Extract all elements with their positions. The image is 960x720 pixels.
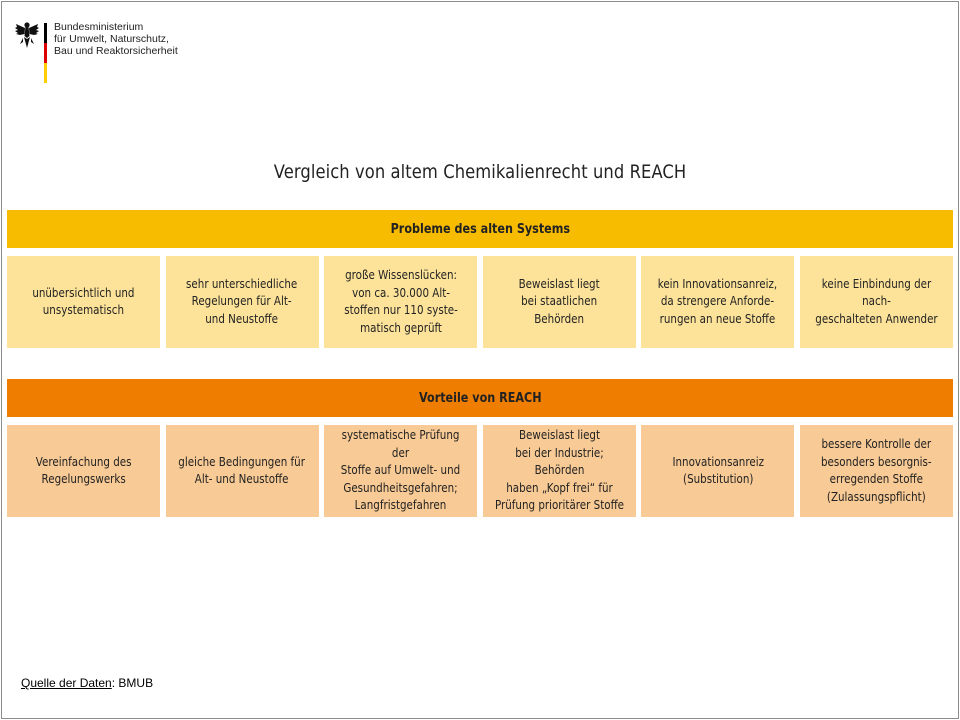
problems-heading — [7, 210, 953, 248]
ministry-name-line2: für Umwelt, Naturschutz, — [54, 33, 169, 45]
advantage-text: Innovationsanreiz (Substitution) — [672, 454, 764, 486]
advantage-cell — [800, 425, 953, 517]
advantage-text: gleiche Bedingungen für Alt- und Neustoffe — [178, 454, 306, 486]
problem-text: große Wissenslücken: von ca. 30.000 Alt- stoffen nur 110 syste- matisch geprüft — [343, 268, 458, 335]
advantage-text: Vereinfachung des Regelungswerks — [35, 454, 132, 486]
problem-cell — [7, 256, 160, 348]
advantages-heading — [7, 379, 953, 417]
federal-eagle-icon — [14, 20, 40, 50]
ministry-logo — [14, 20, 178, 84]
advantage-cell — [324, 425, 477, 517]
problem-cell — [166, 256, 319, 348]
problem-text: unübersichtlich und unsystematisch — [32, 285, 135, 317]
advantage-cell — [7, 425, 160, 517]
german-flag-stripe — [44, 23, 47, 83]
advantages-heading-text: Vorteile von REACH — [418, 390, 542, 406]
problem-text: sehr unterschiedliche Regelungen für Alt- und Neustoffe — [186, 276, 298, 326]
problem-cell — [324, 256, 477, 348]
problem-text: Beweislast liegt bei staatlichen Behörden — [518, 276, 600, 326]
problems-heading-text: Probleme des alten Systems — [390, 221, 570, 237]
problem-cell — [483, 256, 636, 348]
data-source-value: BMUB — [118, 676, 154, 690]
problem-text: kein Innovationsanreiz, da strengere Anforde- rungen an neue Stoffe — [658, 276, 778, 326]
problems-row — [7, 256, 953, 348]
advantage-text: systematische Prüfung der Stoffe auf Umwelt- und Gesundheitsgefahren; Langfristgefahren — [340, 428, 461, 513]
advantages-row — [7, 425, 953, 517]
advantage-cell — [166, 425, 319, 517]
advantage-cell — [483, 425, 636, 517]
problem-cell — [800, 256, 953, 348]
advantage-text: Beweislast liegt bei der Industrie; Behörden haben „Kopf frei“ für Prüfung prioritärer Stoffe — [494, 428, 624, 513]
ministry-name-line1: Bundesministerium — [54, 21, 144, 33]
problem-text: keine Einbindung der nach- geschalteten Anwender — [815, 276, 938, 326]
slide-frame — [1, 1, 959, 719]
data-source-label: Quelle der Daten — [21, 676, 112, 690]
advantage-cell — [641, 425, 794, 517]
data-source — [21, 676, 153, 690]
data-source-separator: : — [111, 676, 119, 690]
ministry-name — [54, 21, 178, 57]
problem-cell — [641, 256, 794, 348]
ministry-name-line3: Bau und Reaktorsicherheit — [54, 45, 178, 57]
advantage-text: bessere Kontrolle der besonders besorgnis- erregenden Stoffe (Zulassungspflicht) — [821, 437, 932, 504]
page-title: Vergleich von altem Chemikalienrecht und REACH — [273, 161, 687, 183]
